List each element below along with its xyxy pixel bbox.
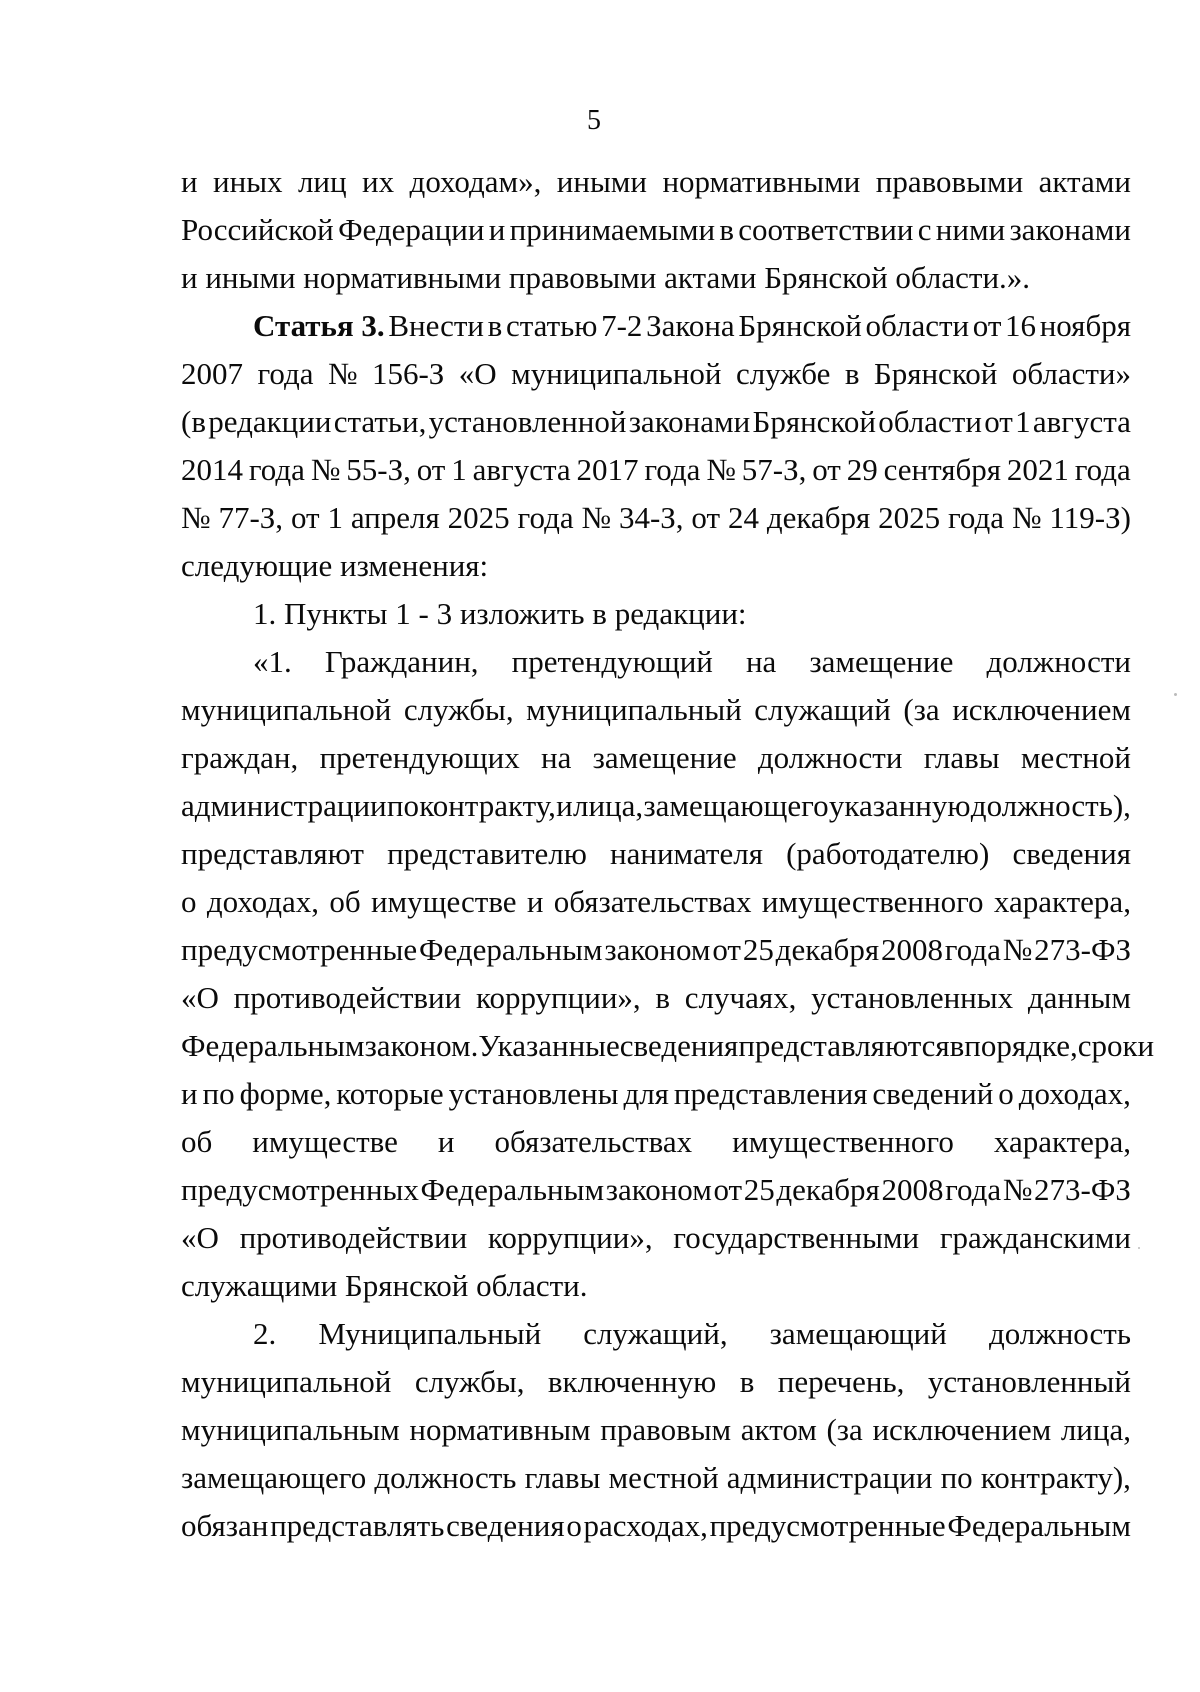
text-line: 2. Муниципальный служащий, замещающий должность (253, 1316, 1131, 1351)
article-heading: Статья 3. (253, 308, 385, 343)
text-line: муниципальным нормативным правовым актом (за исключением лица, (181, 1412, 1131, 1447)
text-line: о доходах, об имуществе и обязательствах имущественного характера, (181, 884, 1131, 919)
text-line: администрации по контракту, и лица, замещающего указанную должность), (181, 788, 1131, 823)
text-line: следующие изменения: (181, 548, 489, 583)
text-line: «О противодействии коррупции», государственными гражданскими (181, 1220, 1131, 1255)
text-line: Российской Федерации и принимаемыми в соответствии с ними законами (181, 212, 1131, 247)
text-line: муниципальной службы, включенную в перечень, установленный (181, 1364, 1131, 1399)
text-line: и иными нормативными правовыми актами Брянской области.». (181, 260, 1031, 295)
text-line: № 77-З, от 1 апреля 2025 года № 34-З, от 24 декабря 2025 года № 119-З) (181, 500, 1131, 535)
scan-speck (1174, 693, 1177, 696)
text-line: служащими Брянской области. (181, 1268, 588, 1303)
page-number: 5 (587, 105, 601, 136)
text-line: и по форме, которые установлены для представления сведений о доходах, (181, 1076, 1131, 1111)
text-line: представляют представителю нанимателя (работодателю) сведения (181, 836, 1131, 871)
text-line: граждан, претендующих на замещение должности главы местной (181, 740, 1131, 775)
text-line: предусмотренные Федеральным законом от 25 декабря 2008 года № 273-ФЗ (181, 932, 1131, 967)
text-line: Федеральным законом. Указанные сведения представляются в порядке, сроки (181, 1028, 1155, 1063)
text-line: и иных лиц их доходам», иными нормативными правовыми актами (181, 164, 1131, 199)
text-line: замещающего должность главы местной администрации по контракту), (181, 1460, 1131, 1495)
text-line: «О противодействии коррупции», в случаях, установленных данным (181, 980, 1131, 1015)
text-line: «1. Гражданин, претендующий на замещение должности (253, 644, 1131, 679)
text-line: обязан представлять сведения о расходах, предусмотренные Федеральным (181, 1508, 1131, 1543)
text-line: 1. Пункты 1 - 3 изложить в редакции: (253, 596, 747, 631)
text-line: Статья 3. Внести в статью 7-2 Закона Брянской области от 16 ноября (253, 306, 1131, 346)
text-line: предусмотренных Федеральным законом от 25 декабря 2008 года № 273-ФЗ (181, 1172, 1131, 1207)
text-line: (в редакции статьи, установленной законами Брянской области от 1 августа (181, 404, 1131, 439)
text-line: 2007 года № 156-З «О муниципальной службе в Брянской области» (181, 356, 1131, 391)
text-line: муниципальной службы, муниципальный служащий (за исключением (181, 692, 1131, 727)
text-line: 2014 года № 55-З, от 1 августа 2017 года № 57-З, от 29 сентября 2021 года (181, 452, 1131, 487)
text-line: об имуществе и обязательствах имущественного характера, (181, 1124, 1131, 1159)
scan-speck (1138, 1247, 1140, 1249)
